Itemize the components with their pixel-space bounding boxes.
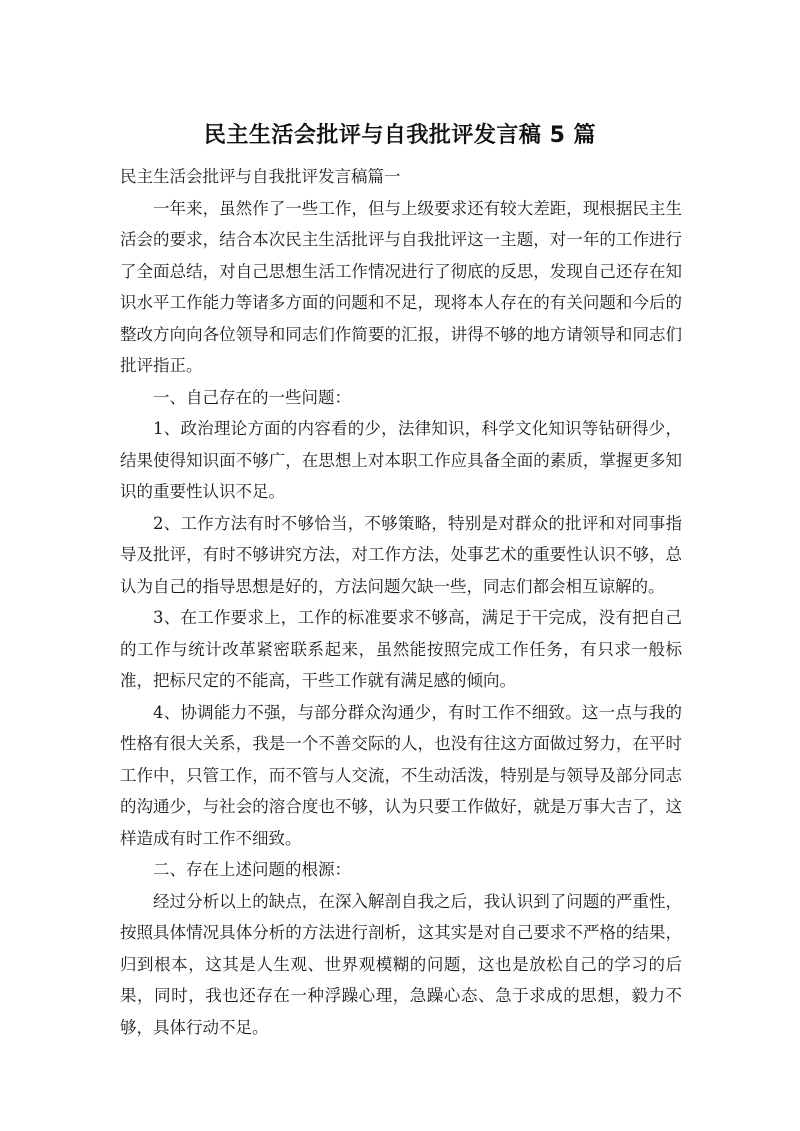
- document-body: [120, 161, 682, 1043]
- document-title: 民主生活会批评与自我批评发言稿 5 篇: [203, 123, 597, 148]
- paragraph: 2、工作方法有时不够恰当，不够策略，特别是对群众的批评和对同事指导及批评，有时不够讲究方法，对工作方法，处事艺术的重要性认识不够，总认为自己的指导思想是好的，方法问题欠缺一些，同志们都会相互谅解的。: [120, 513, 682, 596]
- paragraph: 经过分析以上的缺点，在深入解剖自我之后，我认识到了问题的严重性，按照具体情况具体分析的方法进行剖析，这其实是对自己要求不严格的结果，归到根本，这其是人生观、世界观模糊的问题，这也是放松自己的学习的后果，同时，我也还存在一种浮躁心理，急躁心态、急于求成的思想，毅力不够，具体行动不足。: [120, 891, 682, 1037]
- paragraph: 1、政治理论方面的内容看的少，法律知识，科学文化知识等钻研得少，结果使得知识面不够广，在思想上对本职工作应具备全面的素质，掌握更多知识的重要性认识不足。: [120, 419, 682, 501]
- paragraph: 一年来，虽然作了一些工作，但与上级要求还有较大差距，现根据民主生活会的要求，结合本次民主生活批评与自我批评这一主题，对一年的工作进行了全面总结，对自己思想生活工作情况进行了彻底的反思，发现自己还存在知识水平工作能力等诸多方面的问题和不足，现将本人存在的有关问题和今后的整改方向向各位领导和同志们作简要的汇报，讲得不够的地方请领导和同志们批评指正。: [120, 198, 682, 375]
- section-heading: 二、存在上述问题的根源：: [153, 860, 351, 879]
- section-heading: 一、自己存在的一些问题：: [153, 387, 351, 407]
- section-subtitle: 民主生活会批评与自我批评发言稿篇一: [120, 167, 401, 186]
- paragraph: 4、协调能力不强，与部分群众沟通少，有时工作不细致。这一点与我的性格有很大关系，我是一个不善交际的人，也没有往这方面做过努力，在平时工作中，只管工作，而不管与人交流，不生动活泼，特别是与领导及部分同志的沟通少，与社会的溶合度也不够，认为只要工作做好，就是万事大吉了，这样造成有时工作不细致。: [120, 702, 682, 848]
- paragraph: 3、在工作要求上，工作的标准要求不够高，满足于干完成，没有把自己的工作与统计改革紧密联系起来，虽然能按照完成工作任务，有只求一般标准，把标尺定的不能高，干些工作就有满足感的倾向。: [120, 608, 682, 690]
